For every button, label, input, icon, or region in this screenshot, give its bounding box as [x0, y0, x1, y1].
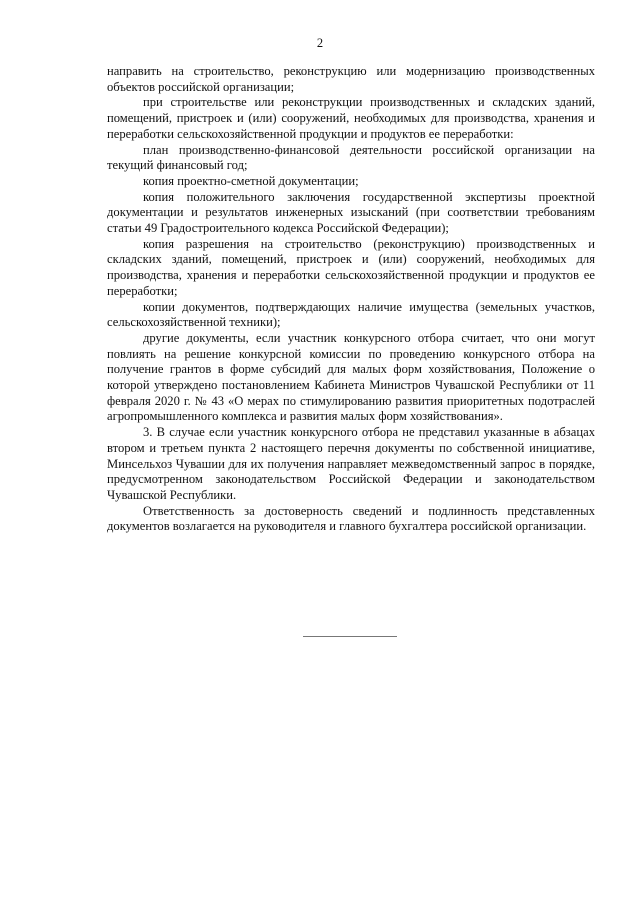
- paragraph-1: направить на строительство, реконструкцию или модернизацию производственных объектов российской организации;: [107, 64, 595, 94]
- paragraph-6: копия разрешения на строительство (реконструкцию) производственных и складских зданий, помещений, пристроек и (или) сооружений, необходимых для производства, хранения и переработки сельскохозяйственной продукции и продуктов ее переработки;: [107, 236, 595, 298]
- paragraph-5: копия положительного заключения государственной экспертизы проектной документации и результатов инженерных изысканий (при соответствии требованиям статьи 49 Градостроительного кодекса Российской Федерации);: [107, 189, 595, 236]
- paragraph-4: копия проектно-сметной документации;: [143, 173, 359, 188]
- paragraph-8: другие документы, если участник конкурсного отбора считает, что они могут повлиять на решение конкурсной комиссии по проведению конкурсного отбора на получение грантов в форме субсидий для малых форм хозяйствования, Положение о которой утверждено постановлением Кабинета Министров Чувашской Республики от 11 февраля 2020 г. № 43 «О мерах по стимулированию развития приоритетных подотраслей агропромышленного комплекса и развития малых форм хозяйствования».: [107, 330, 595, 424]
- paragraph-2: при строительстве или реконструкции производственных и складских зданий, помещений, пристроек и (или) сооружений, необходимых для производства, хранения и переработки сельскохозяйственной продукции и продуктов ее переработки:: [107, 95, 595, 141]
- paragraph-10: Ответственность за достоверность сведений и подлинность представленных документов возлагается на руководителя и главного бухгалтера российской организации.: [107, 503, 595, 534]
- paragraph-9: 3. В случае если участник конкурсного отбора не представил указанные в абзацах втором и третьем пункта 2 настоящего перечня документы по собственной инициативе, Минсельхоз Чувашии для их получения направляет межведомственный запрос в порядке, предусмотренном законодательством Российской Федерации и законодательством Чувашской Республики.: [107, 425, 595, 502]
- paragraph-3: план производственно-финансовой деятельности российской организации на текущий финансовый год;: [107, 142, 595, 173]
- document-body: [107, 64, 595, 535]
- page-number: 2: [316, 36, 324, 50]
- end-separator-line: [303, 636, 397, 637]
- paragraph-7: копии документов, подтверждающих наличие имущества (земельных участков, сельскохозяйственной техники);: [107, 299, 595, 330]
